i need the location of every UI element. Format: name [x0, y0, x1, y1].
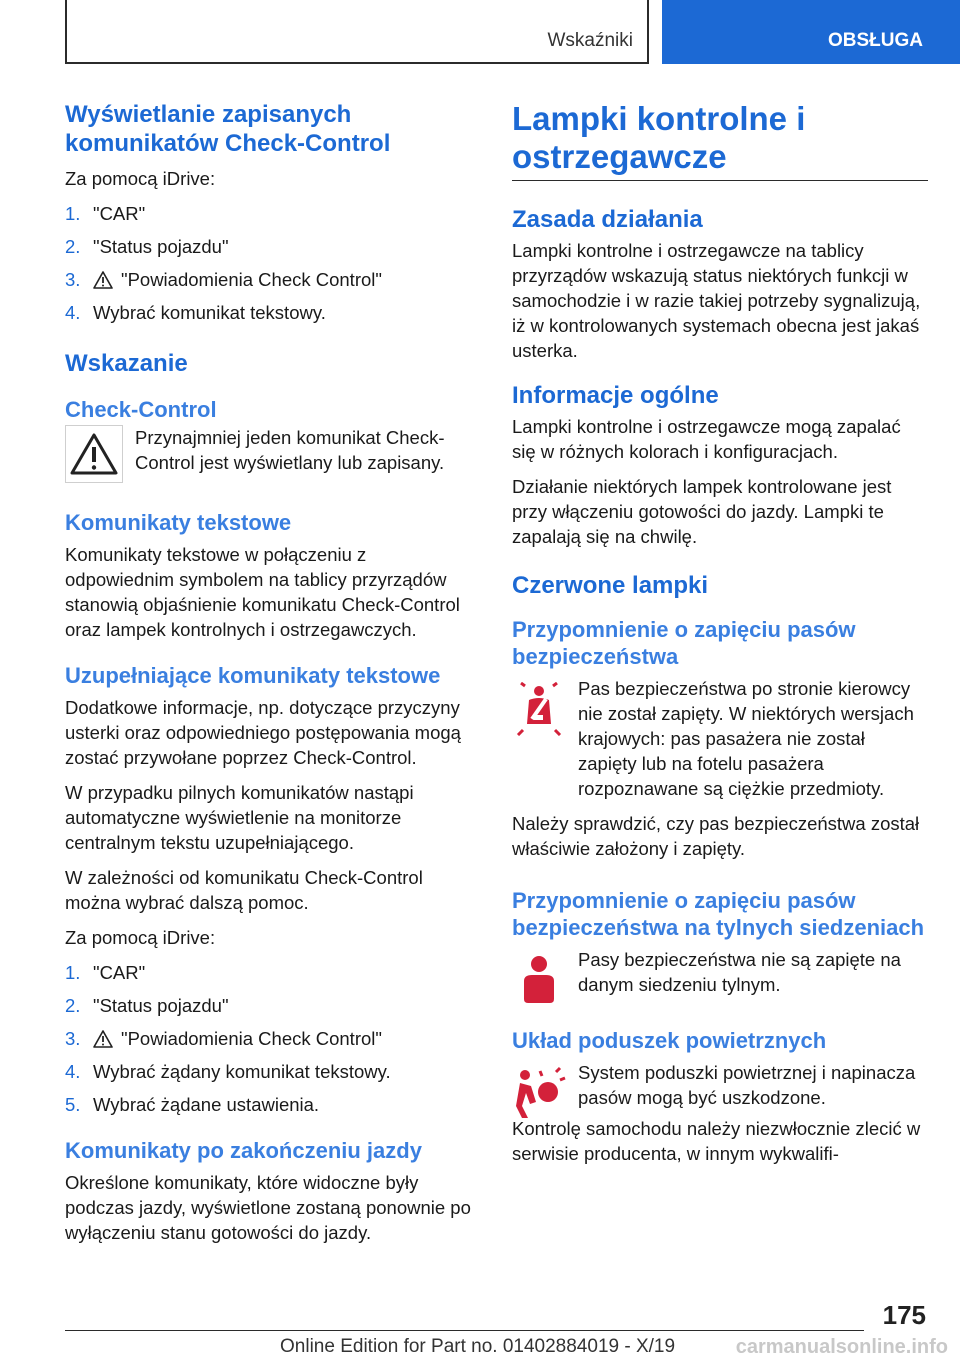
list-number: 4.	[65, 302, 81, 323]
heading-supplementary-messages: Uzupełniające komunikaty tekstowe	[65, 663, 441, 688]
heading-general-info: Informacje ogólne	[512, 382, 719, 409]
list-item	[65, 1026, 477, 1051]
warning-triangle-icon	[93, 1030, 113, 1048]
list-number: 1.	[65, 203, 81, 224]
heading-indicator-lights: Lampki kontrolne i ostrzegawcze	[512, 100, 806, 175]
idrive-intro-1: Za pomocą iDrive:	[65, 168, 216, 189]
heading-red-lights: Czerwone lampki	[512, 572, 709, 599]
general-info-text-2: Działanie niektórych lampek kontrolowane jest przy włączeniu gotowości do jazdy. Lampki te zapalają się na chwilę.	[512, 476, 892, 547]
after-drive-text: Określone komunikaty, które widoczne były podczas jazdy, wyświetlone zostaną ponownie po wyłączeniu stanu gotowości do jazdy.	[65, 1172, 471, 1243]
header-chapter-tab	[662, 0, 960, 64]
list-number: 2.	[65, 236, 81, 257]
heading-check-control: Check-Control	[65, 397, 217, 422]
header-chapter-title: OBSŁUGA	[828, 30, 923, 51]
list-text: "Status pojazdu"	[93, 236, 229, 257]
list-item	[65, 234, 477, 259]
heading-after-drive: Komunikaty po zakończeniu jazdy	[65, 1138, 422, 1163]
steps-list-2	[65, 960, 477, 1117]
heading-principle: Zasada działania	[512, 206, 703, 233]
footer-edition-text: Online Edition for Part no. 01402884019 - X/19	[280, 1336, 676, 1357]
check-control-icon-box	[65, 425, 123, 483]
list-item	[65, 267, 477, 292]
list-number: 2.	[65, 995, 81, 1016]
list-number: 3.	[65, 1028, 81, 1049]
heading-airbag-system: Układ poduszek powietrznych	[512, 1028, 827, 1053]
list-item	[65, 993, 477, 1018]
heading-rear-seatbelt-reminder: Przypomnienie o zapięciu pasów bezpieczeństwa na tylnych siedzeniach	[512, 888, 925, 940]
airbag-text-2: Kontrolę samochodu należy niezwłocznie zlecić w serwisie producenta, w innym wykwalifi-	[512, 1118, 921, 1164]
supplementary-text-1: Dodatkowe informacje, np. dotyczące przyczyny usterki oraz odpowiedniego postępowania mogą zostać przywołane poprzez Check-Control.	[65, 697, 461, 768]
list-text: "Status pojazdu"	[93, 995, 229, 1016]
list-text: Wybrać żądane ustawienia.	[93, 1094, 320, 1115]
warning-triangle-icon	[93, 271, 113, 289]
list-item	[65, 300, 477, 325]
airbag-warning-icon	[512, 1066, 566, 1120]
list-text: Wybrać żądany komunikat tekstowy.	[93, 1061, 391, 1082]
supplementary-text-3: W zależności od komunikatu Check-Control można wybrać dalszą pomoc.	[65, 867, 423, 913]
right-column	[512, 100, 928, 1176]
warning-triangle-icon	[69, 432, 119, 476]
list-number: 3.	[65, 269, 81, 290]
list-text: "CAR"	[93, 203, 146, 224]
footer-rule	[65, 1330, 864, 1331]
left-column	[65, 100, 477, 1255]
steps-list-1	[65, 201, 477, 325]
list-text: "Powiadomienia Check Control"	[121, 1028, 382, 1049]
list-number: 1.	[65, 962, 81, 983]
heading-wskazanie: Wskazanie	[65, 350, 188, 377]
principle-text: Lampki kontrolne i ostrzegawcze na tablicy przyrządów wskazują status niektórych funkcji w samochodzie i w razie takiej potrzeby sygnalizują, iż w kontrolowanych systemach obecna jest jakaś usterka.	[512, 240, 921, 361]
idrive-intro-2: Za pomocą iDrive:	[65, 927, 216, 948]
supplementary-text-2: W przypadku pilnych komunikatów nastąpi automatyczne wyświetlenie na monitorze centralnym tekstu uzupełniającego.	[65, 782, 414, 853]
seatbelt-text-2: Należy sprawdzić, czy pas bezpieczeństwa został właściwie założony i zapięty.	[512, 813, 920, 859]
header-section-box	[65, 0, 649, 64]
seatbelt-warning-icon	[512, 682, 566, 736]
check-control-text: Przynajmniej jeden komunikat Check-Control jest wyświetlany lub zapisany.	[135, 427, 445, 473]
chapter-heading-rule	[512, 100, 928, 181]
list-text: "CAR"	[93, 962, 146, 983]
list-text: "Powiadomienia Check Control"	[121, 269, 382, 290]
seatbelt-text-1: Pas bezpieczeństwa po stronie kierowcy nie został zapięty. W niektórych wersjach krajowych: pas pasażera nie został zapięty lub na fotelu pasażera rozpoznawane są ciężkie przedmioty.	[578, 678, 914, 799]
list-item	[65, 1092, 477, 1117]
general-info-text-1: Lampki kontrolne i ostrzegawcze mogą zapalać się w różnych kolorach i konfiguracjach.	[512, 416, 901, 462]
check-control-row	[65, 425, 477, 485]
airbag-text-1: System poduszki powietrznej i napinacza pasów mogą być uszkodzone.	[578, 1062, 916, 1108]
list-item	[65, 960, 477, 985]
header-section-title: Wskaźniki	[547, 30, 633, 51]
rear-seat-occupant-icon	[512, 953, 566, 1007]
watermark-text: carmanualsonline.info	[735, 1336, 948, 1358]
list-item	[65, 201, 477, 226]
seatbelt-row	[512, 676, 928, 811]
heading-saved-messages: Wyświetlanie zapisanych komunikatów Check-Control	[65, 101, 391, 157]
heading-seatbelt-reminder: Przypomnienie o zapięciu pasów bezpieczeństwa	[512, 617, 856, 669]
heading-text-messages: Komunikaty tekstowe	[65, 510, 292, 535]
rear-seatbelt-row	[512, 947, 928, 1007]
list-text: Wybrać komunikat tekstowy.	[93, 302, 326, 323]
list-number: 5.	[65, 1094, 81, 1115]
list-number: 4.	[65, 1061, 81, 1082]
list-item	[65, 1059, 477, 1084]
page-number: 175	[882, 1300, 926, 1330]
text-messages-text: Komunikaty tekstowe w połączeniu z odpowiednim symbolem na tablicy przyrządów stanowią objaśnienie komunikatu Check-Control oraz lampek kontrolnych i ostrzegawczych.	[65, 544, 460, 640]
rear-seatbelt-text: Pasy bezpieczeństwa nie są zapięte na danym siedzeniu tylnym.	[578, 949, 901, 995]
airbag-row	[512, 1060, 928, 1120]
